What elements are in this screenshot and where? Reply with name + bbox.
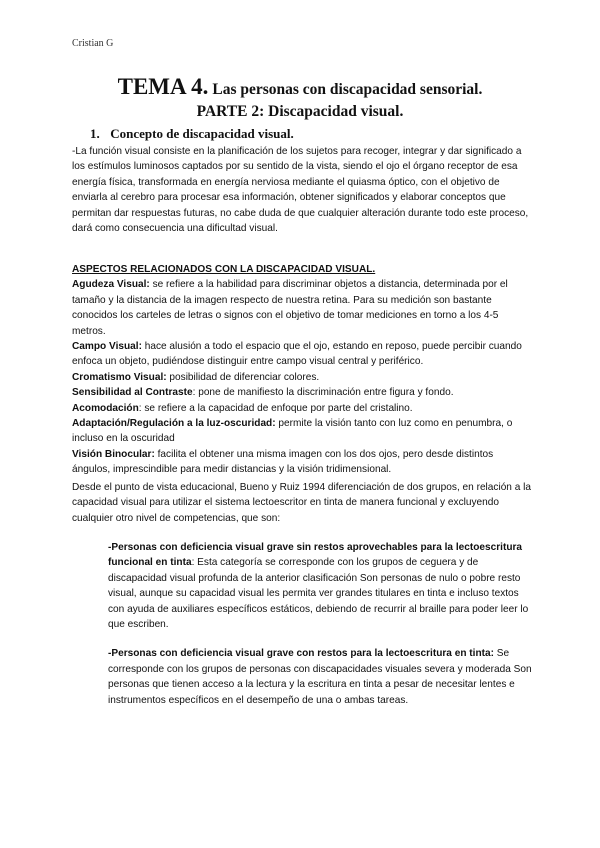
aspect-item [72, 401, 532, 416]
author-header: Cristian G [72, 38, 114, 49]
educational-paragraph: Desde el punto de vista educacional, Bueno y Ruiz 1994 diferenciación de dos grupos, en relación a la capacidad visual para utilizar el sistema lectoescritor en tinta de manera funcional y excluyendo cualquier otro nivel de competencias, que son: [72, 482, 532, 524]
aspect-item [72, 416, 532, 447]
section-heading [90, 126, 294, 142]
aspect-text: posibilidad de diferenciar colores. [166, 371, 320, 383]
aspect-item [72, 447, 532, 478]
aspect-term: Visión Binocular: [72, 448, 155, 460]
intro-paragraph: -La función visual consiste en la planificación de los sujetos para recoger, integrar y dar significado a los estímulos luminosos captados por su sentido de la vista, siendo el ojo el órgano receptor de esa energía física, transformada en energía nerviosa mediante el quiasma óptico, con el objetivo de enviarla al cerebro para procesar esa información, obtener significados y elaborar conceptos que permitan dar respuestas futuras, no cabe duda de que cualquier alteración durante todo este proceso, dará como consecuencia una dificultad visual. [72, 146, 529, 235]
aspect-text: permite la visión tanto con luz como en penumbra, o incluso en la oscuridad [72, 418, 513, 445]
title-rest: Las personas con discapacidad sensorial. [212, 81, 483, 98]
aspects-heading: ASPECTOS RELACIONADOS CON LA DISCAPACIDAD VISUAL. [72, 264, 376, 275]
section-number: 1. [90, 126, 100, 141]
section-heading-text: Concepto de discapacidad visual. [110, 126, 294, 141]
group-item [108, 540, 532, 632]
aspect-term: Adaptación/Regulación a la luz-oscuridad: [72, 418, 276, 430]
title-topic: TEMA 4. [117, 74, 209, 99]
aspect-term: Campo Visual: [72, 341, 142, 353]
aspect-term: Acomodación [72, 402, 139, 414]
aspect-text: se refiere a la habilidad para discriminar objetos a distancia, determinada por el tamaño y la distancia de la imagen respecto de nuestra retina. Para su medición son bastante conocidos los carteles de letras o signos con el objetivo de tomar mediciones en torno a los 4-5 metros. [72, 279, 508, 337]
page-title [0, 74, 600, 100]
aspect-item [72, 339, 532, 370]
aspect-text: : se refiere a la capacidad de enfoque por parte del cristalino. [138, 402, 413, 414]
aspect-term: Cromatismo Visual: [72, 371, 167, 383]
aspect-text: hace alusión a todo el espacio que el ojo, estando en reposo, puede percibir cuando enfoca un objeto, pudiéndose distinguir entre campo visual central y periférico. [72, 341, 522, 368]
aspect-term: Sensibilidad al Contraste [72, 387, 193, 399]
aspect-text: : pone de manifiesto la discriminación entre figura y fondo. [192, 387, 454, 399]
aspect-term: Agudeza Visual: [72, 279, 150, 291]
groups-list [108, 540, 532, 722]
group-title: -Personas con deficiencia visual grave con restos para la lectoescritura en tinta: [108, 648, 494, 660]
aspect-item [72, 277, 532, 339]
aspect-item [72, 385, 532, 400]
group-text: Se corresponde con los grupos de personas con discapacidades visuales severa y moderada Son personas que tienen acceso a la lectura y la escritura en tinta a pesar de necesitar lentes e instrumentos específicos en el desempeño de una o ambas tareas. [108, 648, 532, 706]
aspect-text: facilita el obtener una misma imagen con los dos ojos, pero desde distintos ángulos, imprescindible para medir distancias y la visión tridimensional. [72, 448, 494, 476]
aspect-item [72, 370, 532, 385]
page-subtitle: PARTE 2: Discapacidad visual. [196, 103, 404, 120]
group-text: : Esta categoría se corresponde con los grupos de ceguera y de discapacidad visual profunda de la anterior clasificación Son personas de nulo o pobre resto visual, aunque su capacidad visual les permita ver grandes titulares en tinta e incluso textos con ayuda de auxiliares específicos estáticos, debiendo de recurrir al braille para poder leer lo que escriben. [108, 557, 529, 631]
aspects-block [72, 262, 532, 478]
group-item [108, 646, 532, 708]
group-title: -Personas con deficiencia visual grave sin restos aprovechables para la lectoescritura funcional en tinta [108, 542, 523, 569]
